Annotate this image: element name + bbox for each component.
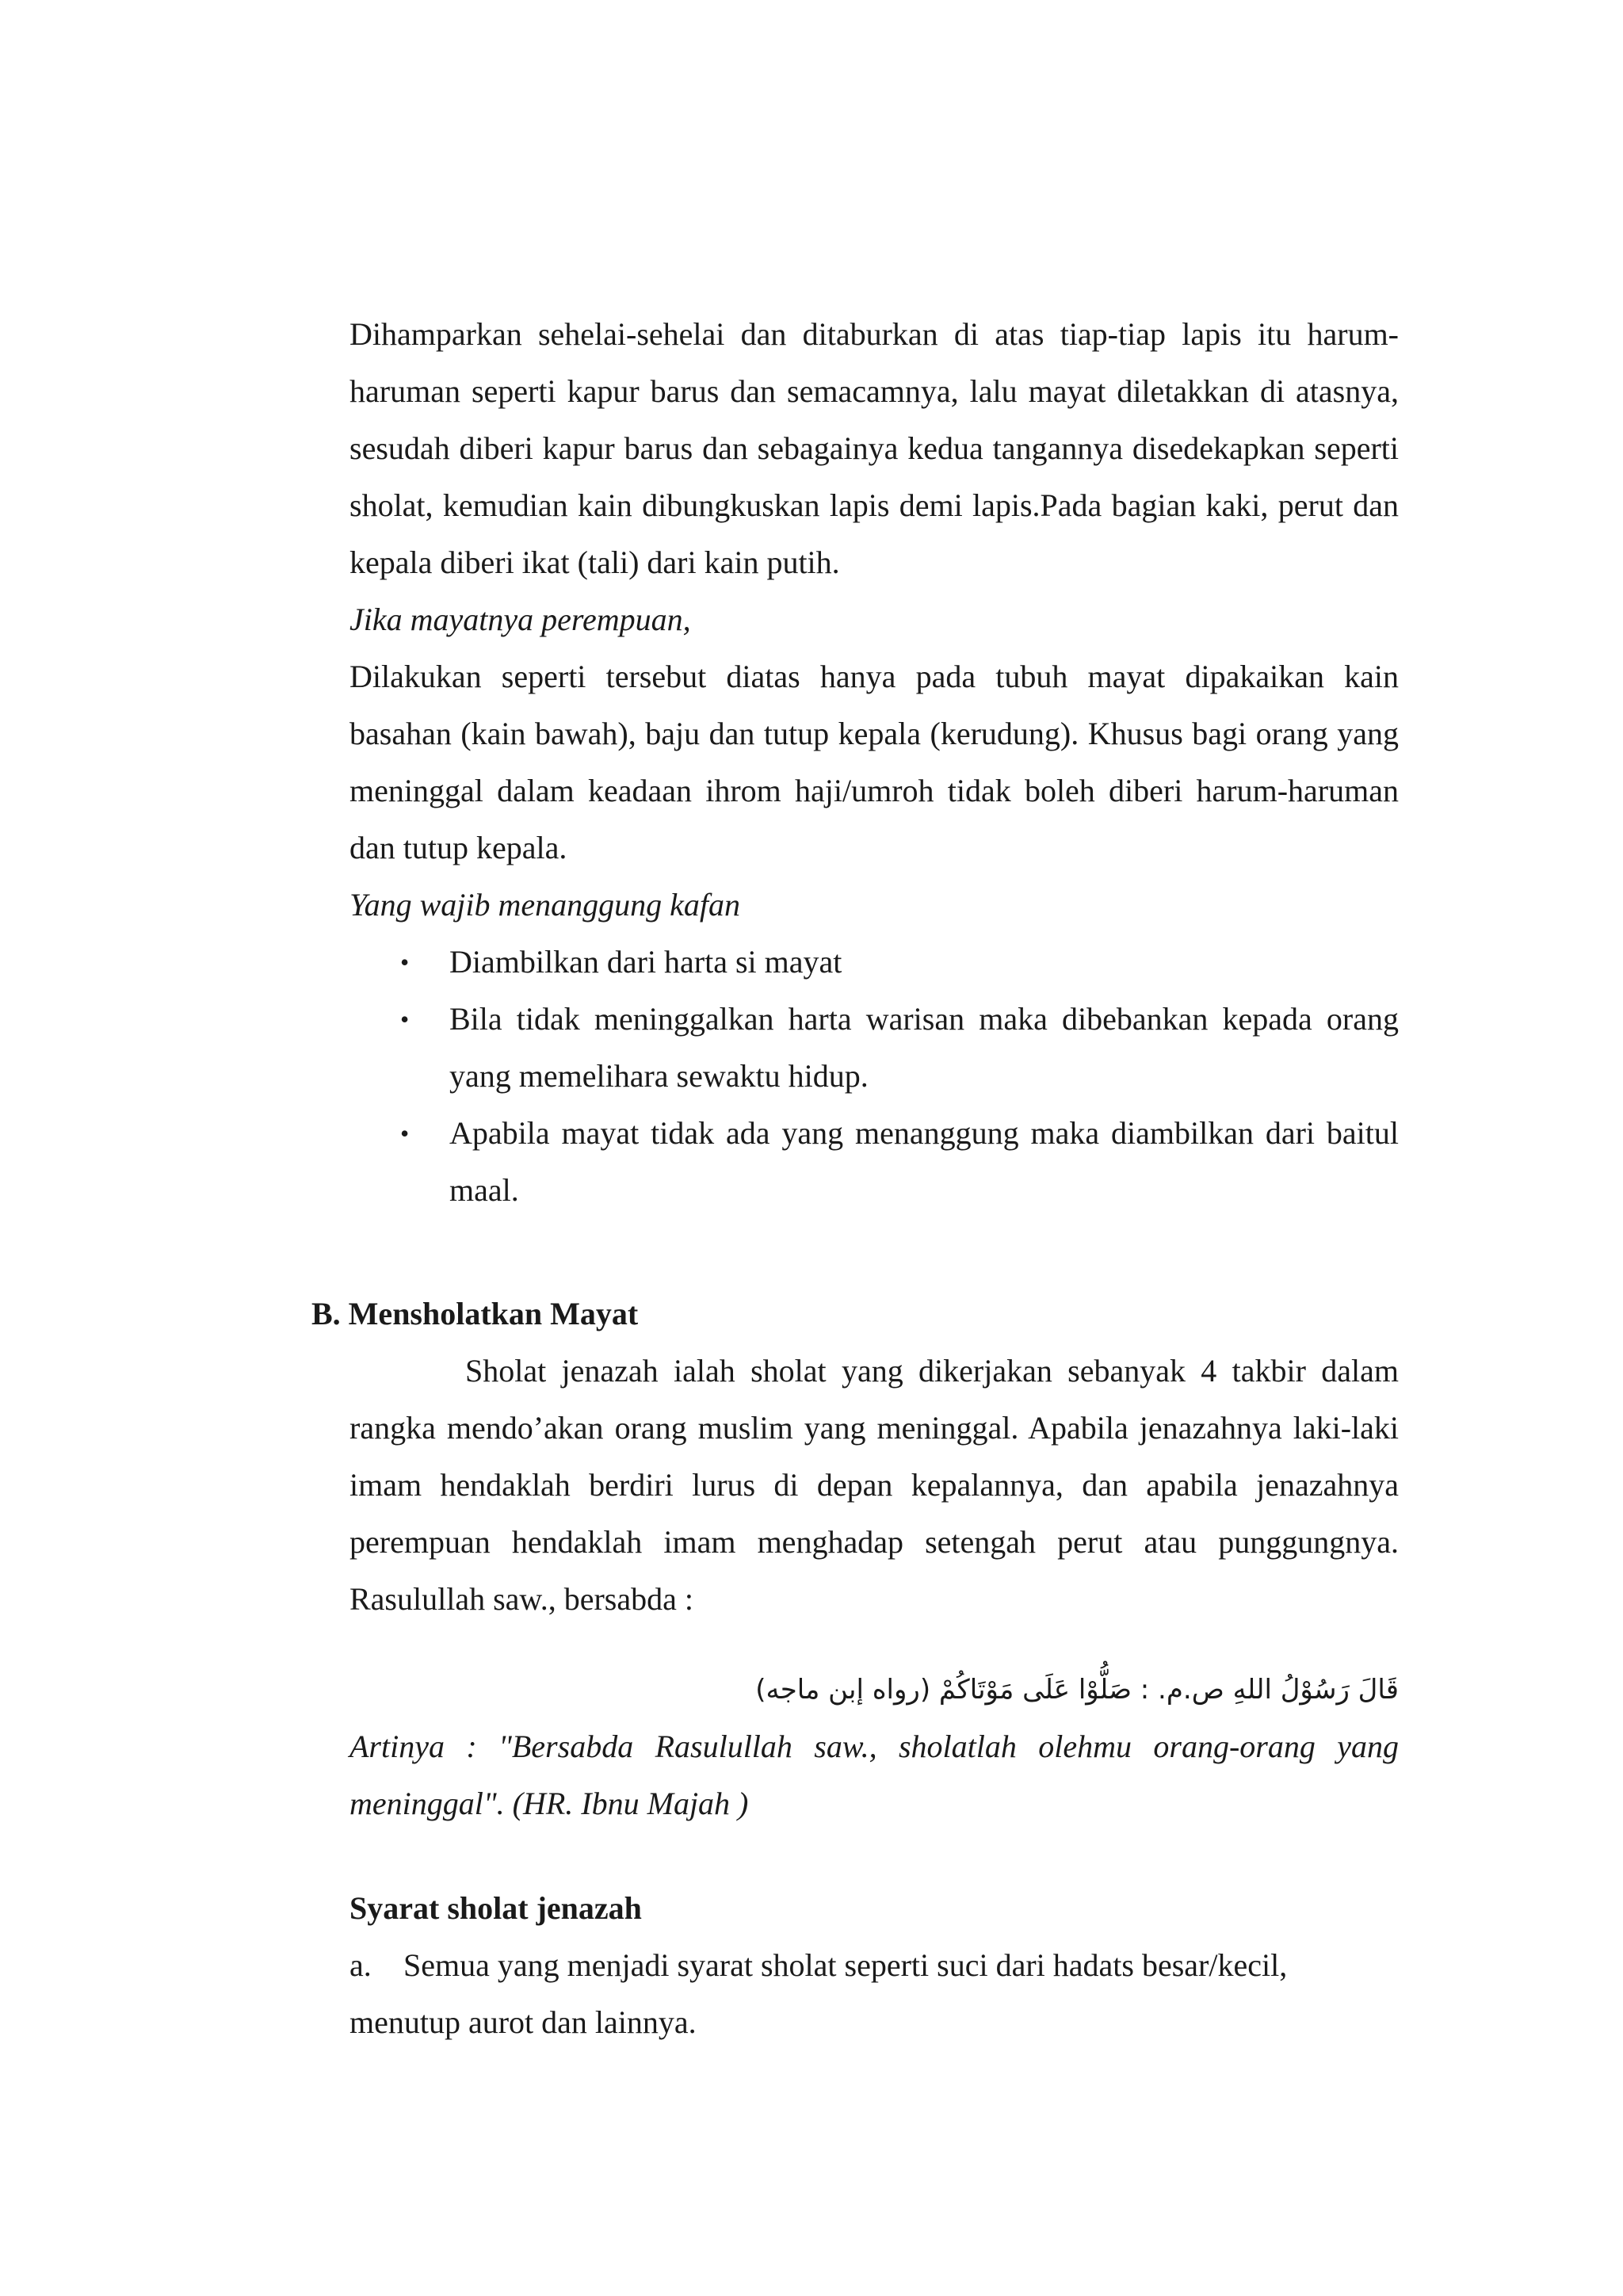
bullet-icon: • xyxy=(400,1005,410,1033)
bullet-icon: • xyxy=(400,948,410,976)
list-item xyxy=(349,934,1399,991)
page-content xyxy=(311,306,1399,2051)
list-marker: a. xyxy=(349,1947,372,1983)
syarat-item-a-line1: Semua yang menjadi syarat sholat seperti suci dari hadats besar/kecil, xyxy=(403,1947,1288,1983)
list-item xyxy=(349,991,1399,1105)
list-item-text: Apabila mayat tidak ada yang menanggung maka diambilkan dari baitul maal. xyxy=(449,1115,1399,1208)
bullet-icon: • xyxy=(400,1119,410,1148)
heading-perempuan: Jika mayatnya perempuan, xyxy=(349,602,691,637)
list-item xyxy=(349,1105,1399,1219)
syarat-item-a xyxy=(349,1937,1399,1994)
paragraph-kafan-perempuan: Dilakukan seperti tersebut diatas hanya pada tubuh mayat dipakaikan kain basahan (kain bawah), baju dan tutup kepala (kerudung). Khusus bagi orang yang meninggal dalam keadaan ihrom haji/umroh tidak boleh diberi harum-haruman dan tutup kepala. xyxy=(349,659,1399,865)
syarat-item-a-line2: menutup aurot dan lainnya. xyxy=(349,2004,697,2040)
arabic-hadith: قَالَ رَسُوْلُ اللهِ ص.م. : صَلُّوْا عَلَى مَوْتَاكُمْ (رواه إبن ماجه) xyxy=(755,1674,1399,1706)
hadith-translation: Artinya : "Bersabda Rasulullah saw., sholatlah olehmu orang-orang yang meninggal". (HR. Ibnu Majah ) xyxy=(349,1729,1399,1821)
list-item-text: Bila tidak meninggalkan harta warisan maka dibebankan kepada orang yang memelihara sewaktu hidup. xyxy=(449,1001,1399,1094)
kafan-list xyxy=(349,934,1399,1219)
heading-syarat: Syarat sholat jenazah xyxy=(349,1890,642,1926)
heading-penanggung-kafan: Yang wajib menanggung kafan xyxy=(349,887,740,923)
section-heading-b: B. Mensholatkan Mayat xyxy=(311,1296,639,1331)
list-item-text: Diambilkan dari harta si mayat xyxy=(449,944,842,980)
paragraph-sholat-jenazah: Sholat jenazah ialah sholat yang dikerjakan sebanyak 4 takbir dalam rangka mendo’akan orang muslim yang meninggal. Apabila jenazahnya laki-laki imam hendaklah berdiri lurus di depan kepalannya, dan apabila jenazahnya perempuan hendaklah imam menghadap setengah perut atau punggungnya. Rasulullah saw., bersabda : xyxy=(349,1353,1399,1617)
paragraph-kafan-laki: Dihamparkan sehelai-sehelai dan ditaburkan di atas tiap-tiap lapis itu harum-haruman seperti kapur barus dan semacamnya, lalu mayat diletakkan di atasnya, sesudah diberi kapur barus dan sebagainya kedua tangannya disedekapkan seperti sholat, kemudian kain dibungkuskan lapis demi lapis.Pada bagian kaki, perut dan kepala diberi ikat (tali) dari kain putih. xyxy=(349,316,1399,580)
spacer xyxy=(349,1219,1399,1286)
spacer xyxy=(349,1832,1399,1880)
